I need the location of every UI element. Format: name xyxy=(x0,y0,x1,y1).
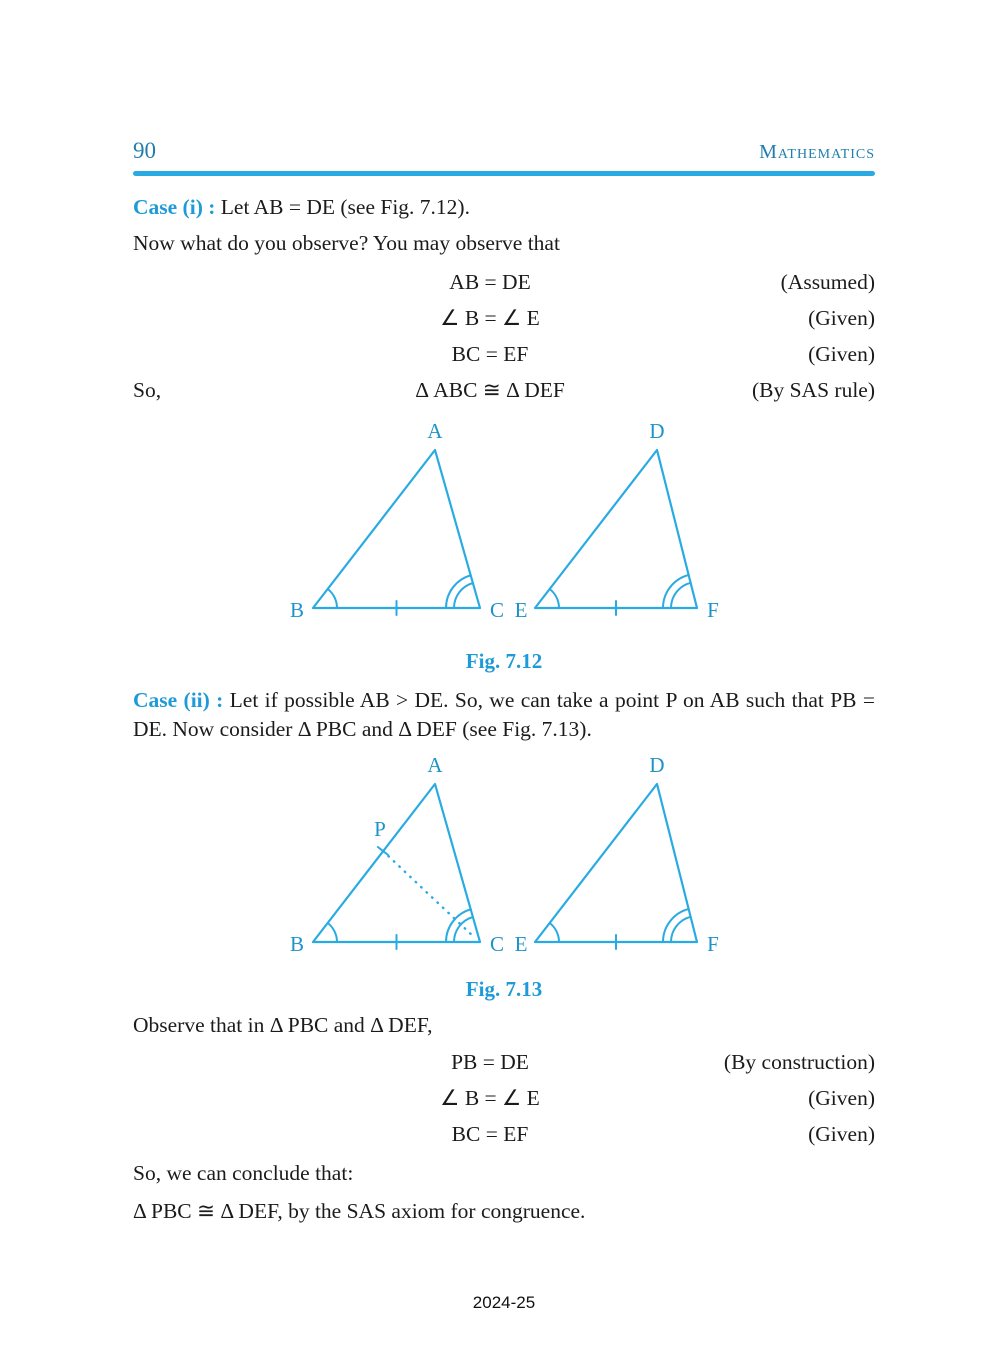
equation-expression: ∠ B = ∠ E xyxy=(440,1086,540,1110)
header-title: Mathematics xyxy=(759,141,875,163)
vertex-label-f: F xyxy=(707,598,719,622)
equation-row xyxy=(133,372,875,408)
vertex-label-e: E xyxy=(514,932,528,956)
angle-arc-f-inner xyxy=(671,583,691,608)
case-i-text: Let AB = DE (see Fig. 7.12). xyxy=(220,195,470,219)
vertex-label-b: B xyxy=(289,932,305,956)
equation-row xyxy=(133,1080,875,1116)
angle-arc-f-inner xyxy=(671,917,691,942)
vertex-label-f: F xyxy=(707,932,719,956)
equation-reason: (Given) xyxy=(808,342,875,366)
vertex-label-a: A xyxy=(427,753,443,777)
figure-7-13 xyxy=(133,752,875,1002)
conclusion-intro: So, we can conclude that: xyxy=(133,1161,354,1185)
vertex-label-b: B xyxy=(289,598,305,622)
page-header xyxy=(133,0,875,164)
footer-year: 2024-25 xyxy=(472,1293,536,1312)
equation-row xyxy=(133,336,875,372)
case-i-paragraph xyxy=(133,192,875,222)
equation-reason: (By construction) xyxy=(723,1050,875,1074)
vertex-label-e: E xyxy=(514,598,528,622)
triangles-pbc-def-diagram xyxy=(285,752,723,972)
vertex-label-c: C xyxy=(489,598,505,622)
case-i-label: Case (i) : xyxy=(133,195,216,219)
figure-7-12 xyxy=(133,418,875,674)
angle-arc-c-outer xyxy=(446,575,471,608)
equation-reason: (By SAS rule) xyxy=(751,378,875,402)
angle-arc-c-outer xyxy=(446,909,471,942)
case-i-equations xyxy=(133,264,875,408)
equation-row xyxy=(133,264,875,300)
point-label-p: P xyxy=(374,817,386,841)
case-ii-paragraph xyxy=(133,686,875,744)
equation-reason: (Assumed) xyxy=(780,270,875,294)
vertex-label-a: A xyxy=(427,419,443,443)
equation-reason: (Given) xyxy=(808,1086,875,1110)
header-rule xyxy=(133,171,875,176)
triangles-abc-def-diagram xyxy=(285,418,723,638)
equation-row xyxy=(133,300,875,336)
angle-arc-b xyxy=(328,589,337,608)
equation-expression: AB = DE xyxy=(449,270,531,294)
equation-row xyxy=(133,1044,875,1080)
angle-arc-c-inner xyxy=(454,917,473,942)
page-number: 90 xyxy=(133,138,156,163)
vertex-label-d: D xyxy=(649,753,665,777)
figure-caption: Fig. 7.13 xyxy=(465,977,543,1001)
angle-arc-b xyxy=(328,923,337,942)
equation-expression: Δ ABC ≅ Δ DEF xyxy=(415,378,565,402)
equation-reason: (Given) xyxy=(808,306,875,330)
angle-arc-e xyxy=(550,923,559,942)
case-ii-label: Case (ii) : xyxy=(133,688,224,712)
observe-line: Now what do you observe? You may observe that xyxy=(133,231,560,255)
vertex-label-d: D xyxy=(649,419,665,443)
equation-expression: PB = DE xyxy=(451,1050,529,1074)
conclusion-statement: Δ PBC ≅ Δ DEF, by the SAS axiom for congruence. xyxy=(133,1199,586,1223)
angle-arc-e xyxy=(550,589,559,608)
angle-arc-c-inner xyxy=(454,583,473,608)
vertex-label-c: C xyxy=(489,932,505,956)
observe-line-2: Observe that in Δ PBC and Δ DEF, xyxy=(133,1013,433,1037)
equation-expression: ∠ B = ∠ E xyxy=(440,306,540,330)
case-ii-equations xyxy=(133,1044,875,1152)
equation-reason: (Given) xyxy=(808,1122,875,1146)
figure-caption: Fig. 7.12 xyxy=(465,649,543,673)
equation-lead: So, xyxy=(133,378,162,402)
equation-row xyxy=(133,1116,875,1152)
equation-expression: BC = EF xyxy=(451,1122,529,1146)
case-ii-text: Let if possible AB > DE. So, we can take a point P on AB such that PB = DE. Now consider Δ PBC and Δ DEF (see Fig. 7.13). xyxy=(133,688,875,741)
equation-expression: BC = EF xyxy=(451,342,529,366)
